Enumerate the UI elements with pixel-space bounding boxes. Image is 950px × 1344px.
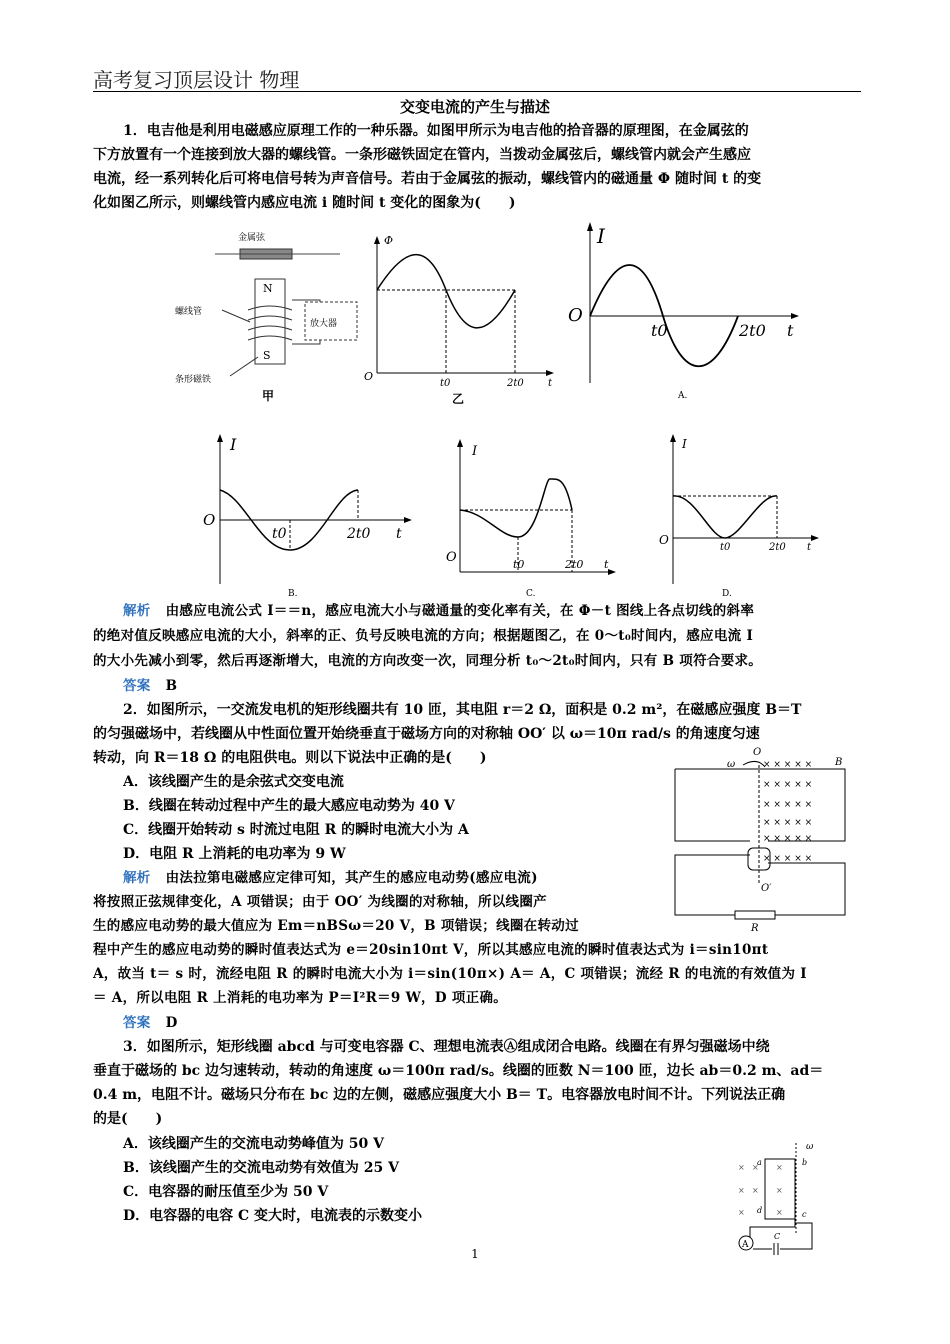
rotation-arrow: [743, 761, 765, 767]
d-current-curve: [673, 496, 777, 538]
q2-analysis-line-1: 解析 由法拉第电磁感应定律可知，其产生的感应电动势(感应电流): [123, 870, 538, 886]
q2-option-d: D．电阻 R 上消耗的电功率为 9 W: [123, 846, 346, 862]
circuit-left: [675, 855, 750, 915]
svg-text:×: ×: [738, 1208, 745, 1217]
q2-answer-label: 答案: [123, 1015, 151, 1031]
svg-text:×: ×: [776, 1186, 783, 1195]
svg-text:× × × × ×: × × × × ×: [763, 800, 813, 810]
svg-text:× × × × ×: × × × × ×: [763, 780, 813, 790]
q3-a-label: a: [757, 1158, 762, 1167]
q2-analysis-line-6: ＝ A，所以电阻 R 上消耗的电功率为 P＝I²R＝9 W，D 项正确。: [93, 990, 508, 1006]
figure-jia-pickup: [170, 222, 370, 402]
caption-d: D.: [722, 589, 732, 599]
q2-option-b: B．线圈在转动过程中产生的最大感应电动势为 40 V: [123, 798, 455, 814]
q2-line-2: 的匀强磁场中，若线圈从中性面位置开始绕垂直于磁场方向的对称轴 OO′ 以 ω＝10π rad/s 的角速度匀速: [93, 726, 760, 742]
q1-line-1: 1．电吉他是利用电磁感应原理工作的一种乐器。如图甲所示为电吉他的拾音器的原理图，在金属弦的: [123, 123, 749, 139]
caption-yi: 乙: [452, 392, 465, 406]
header-rule: [93, 91, 861, 92]
south-pole: S: [263, 349, 271, 362]
d-origin: O: [659, 533, 669, 547]
q2-answer: 答案 D: [123, 1015, 178, 1031]
b-2t0-label: 2t0: [347, 526, 371, 542]
omega-label: ω: [727, 759, 736, 770]
coil-label: 螺线管: [175, 307, 203, 317]
q2-analysis-label: 解析: [123, 870, 151, 886]
magnet-label: 条形磁铁: [175, 375, 212, 385]
q1-line-2: 下方放置有一个连接到放大器的螺线管。一条形磁铁固定在管内，当拨动金属弦后，螺线管内就会产生感应: [93, 147, 751, 163]
figure-yi-flux-graph: [360, 228, 560, 406]
caption-c: C.: [526, 589, 536, 599]
a-t-label: t: [787, 321, 794, 340]
q3-line-3: 0.4 m，电阻不计。磁场只分布在 bc 边的左侧，磁感应强度大小 B＝ T。电容器放电时间不计。下列说法正确: [93, 1087, 786, 1103]
yi-2t0-label: 2t0: [507, 378, 524, 389]
a-i-label: I: [597, 224, 605, 248]
c-origin: O: [446, 550, 457, 565]
yi-t0-label: t0: [440, 378, 451, 389]
north-pole: N: [263, 282, 273, 295]
q1-analysis-line-1: 解析 由感应电流公式 I＝＝n，感应电流大小与磁通量的变化率有关，在 Φ－t 图线上各点切线的斜率: [123, 603, 755, 619]
q3-option-d: D．电容器的电容 C 变大时，电流表的示数变小: [123, 1208, 423, 1224]
q2-line-1: 2．如图所示，一交流发电机的矩形线圈共有 10 匝，其电阻 r＝2 Ω，面积是 0.2 m²，在磁感应强度 B＝T: [123, 702, 802, 718]
b-i-label: I: [230, 435, 237, 454]
svg-text:×: ×: [776, 1208, 783, 1217]
option-a-graph: [563, 218, 803, 403]
document-header: 高考复习顶层设计 物理: [93, 68, 300, 92]
string-label: 金属弦: [238, 233, 266, 243]
c-current-curve: [460, 479, 572, 537]
q1-line-3: 电流，经一系列转化后可将电信号转为声音信号。若由于金属弦的振动，螺线管内的磁通量 Φ 随时间 t 的变: [93, 171, 762, 187]
q1-analysis-line-3: 的大小先减小到零，然后再逐渐增大，电流的方向改变一次，同理分析 t₀～2t₀时间内，只有 B 项符合要求。: [93, 653, 763, 669]
option-c-graph: [440, 437, 620, 602]
axis-o-prime-label: O′: [761, 883, 772, 894]
coil-pointer: [222, 310, 250, 322]
yi-origin: O: [364, 370, 374, 383]
q3-ammeter-label: A: [742, 1240, 749, 1250]
q3-option-c: C．电容器的耐压值至少为 50 V: [123, 1184, 329, 1200]
d-i-label: I: [682, 437, 687, 451]
a-origin: O: [568, 305, 583, 326]
c-i-label: I: [472, 444, 478, 459]
b-t-label: t: [396, 526, 402, 542]
q2-analysis-line-5: A，故当 t＝ s 时，流经电阻 R 的瞬时电流大小为 i＝sin(10π×) A＝ A，C 项错误；流经 R 的电流的有效值为 I: [93, 966, 807, 982]
q3-c-label: c: [802, 1210, 807, 1219]
q2-line-3: 转动，向 R＝18 Ω 的电阻供电。则以下说法中正确的是( ): [93, 750, 487, 766]
circuit-right: [768, 863, 845, 915]
c-t0-label: t0: [513, 558, 525, 571]
q3-omega-label: ω: [806, 1142, 814, 1152]
svg-text:×: ×: [738, 1163, 745, 1172]
svg-text:× × × × ×: × × × × ×: [763, 854, 813, 864]
q3-wire-left: [750, 1219, 795, 1238]
b-origin: O: [203, 511, 216, 529]
q3-circuit-figure: [732, 1135, 832, 1255]
svg-text:× × × × ×: × × × × ×: [763, 818, 813, 828]
magnet-pointer: [230, 357, 258, 376]
c-t-label: t: [604, 558, 609, 571]
svg-text:×: ×: [776, 1163, 783, 1172]
q2-analysis-line-4: 程中产生的感应电动势的瞬时值表达式为 e＝20sin10πt V，所以其感应电流的瞬时值表达式为 i＝sin10πt: [93, 942, 769, 958]
document-title: 交变电流的产生与描述: [399, 98, 550, 116]
q1-answer: 答案 B: [123, 678, 178, 694]
d-2t0-label: 2t0: [769, 542, 786, 553]
option-b-graph: [200, 432, 415, 602]
coil-upper: [675, 769, 845, 841]
svg-text:×: ×: [738, 1186, 745, 1195]
svg-text:× × × × ×: × × × × ×: [763, 760, 813, 770]
axis-o-label: O: [753, 747, 762, 758]
caption-b: B.: [288, 589, 298, 599]
d-t0-label: t0: [720, 542, 731, 553]
option-d-graph: [655, 432, 825, 602]
yi-t-label: t: [548, 378, 553, 389]
svg-text:×: ×: [752, 1163, 759, 1172]
q1-line-4: 化如图乙所示，则螺线管内感应电流 i 随时间 t 变化的图象为( ): [93, 195, 516, 211]
a-t0-label: t0: [651, 321, 668, 340]
q3-line-1: 3．如图所示，矩形线圈 abcd 与可变电容器 C、理想电流表Ⓐ组成闭合电路。线圈在有界匀强磁场中绕: [123, 1039, 770, 1055]
q2-generator-figure: [665, 745, 865, 935]
a-2t0-label: 2t0: [739, 321, 766, 340]
q2-option-c: C．线圈开始转动 s 时流过电阻 R 的瞬时电流大小为 A: [123, 822, 469, 838]
svg-text:× × × × ×: × × × × ×: [763, 834, 813, 844]
resistor-r: [735, 911, 775, 919]
q2-analysis-line-2: 将按照正弦规律变化，A 项错误；由于 OO′ 为线圈的对称轴，所以线圈产: [93, 894, 547, 910]
r-label: R: [751, 923, 759, 934]
q3-option-a: A．该线圈产生的交流电动势峰值为 50 V: [123, 1136, 384, 1152]
q3-d-label: d: [757, 1206, 763, 1215]
magnetic-field-crosses: [763, 760, 812, 864]
q3-b-label: b: [802, 1158, 808, 1167]
q3-line-4: 的是( ): [93, 1111, 163, 1127]
q3-option-b: B．该线圈产生的交流电动势有效值为 25 V: [123, 1160, 399, 1176]
q1-analysis-line-2: 的绝对值反映感应电流的大小，斜率的正、负号反映电流的方向；根据题图乙，在 0～t₀时间内，感应电流 I: [93, 628, 754, 644]
svg-text:×: ×: [752, 1186, 759, 1195]
coil-left: [675, 769, 750, 841]
q3-line-2: 垂直于磁场的 bc 边匀速转动，转动的角速度 ω＝100π rad/s。线圈的匝数 N＝100 匝，边长 ab＝0.2 m、ad＝: [93, 1063, 824, 1079]
caption-a: A.: [678, 391, 688, 401]
caption-jia: 甲: [262, 389, 275, 402]
d-t-label: t: [807, 542, 812, 553]
c-2t0-label: 2t0: [565, 558, 584, 571]
amplifier-label: 放大器: [310, 319, 338, 329]
q2-analysis-line-3: 生的感应电动势的最大值应为 Em＝nBSω＝20 V，B 项错误；线圈在转动过: [93, 918, 579, 934]
q2-option-a: A．该线圈产生的是余弦式交变电流: [123, 774, 344, 790]
page-number: 1: [471, 1247, 479, 1261]
yi-phi-label: Φ: [384, 234, 394, 247]
q1-analysis-label: 解析: [123, 603, 151, 619]
b-t0-label: t0: [272, 526, 287, 542]
b-label: B: [835, 757, 843, 768]
q1-answer-label: 答案: [123, 678, 151, 694]
q3-capacitor-label: C: [774, 1232, 781, 1241]
